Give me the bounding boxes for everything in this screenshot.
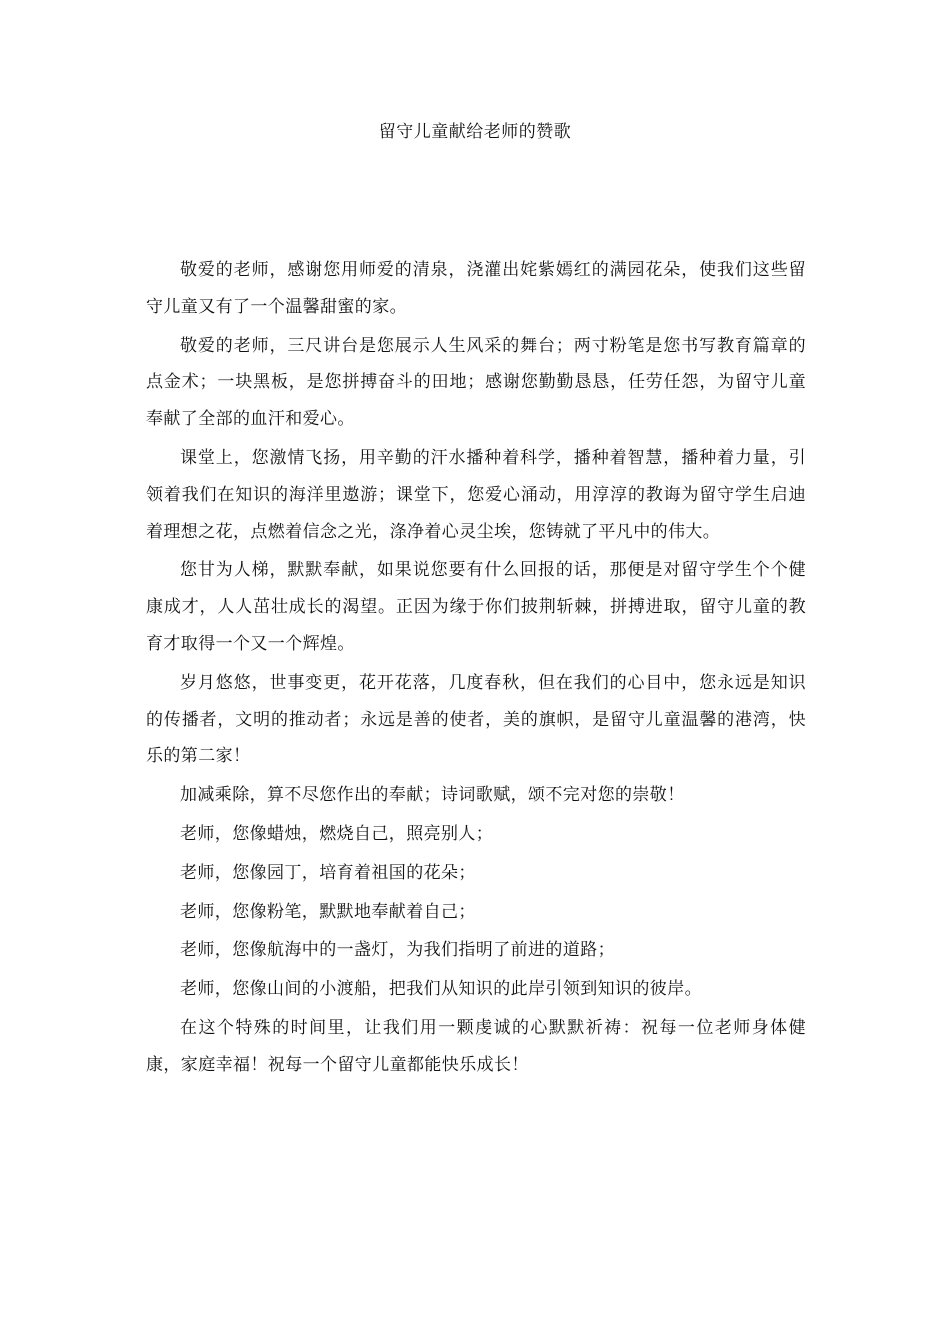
paragraph-5: 岁月悠悠，世事变更，花开花落，几度春秋，但在我们的心目中，您永远是知识的传播者，文明的推动者；永远是善的使者，美的旗帜，是留守儿童温馨的港湾，快乐的第二家！ [146,672,806,767]
paragraph-10: 老师，您像航海中的一盏灯，为我们指明了前进的道路； [180,940,615,961]
paragraph-11: 老师，您像山间的小渡船，把我们从知识的此岸引领到知识的彼岸。 [180,979,702,1000]
document-body [146,252,806,1086]
paragraph-6: 加减乘除，算不尽您作出的奉献；诗词歌赋，颂不完对您的崇敬！ [180,785,685,806]
paragraph-8: 老师，您像园丁，培育着祖国的花朵； [180,862,476,883]
paragraph-1: 敬爱的老师，感谢您用师爱的清泉，浇灌出姹紫嫣红的满园花朵，使我们这些留守儿童又有了一个温馨甜蜜的家。 [146,260,806,317]
paragraph-3: 课堂上，您激情飞扬，用辛勤的汗水播种着科学，播种着智慧，播种着力量，引领着我们在知识的海洋里遨游；课堂下，您爱心涌动，用淳淳的教诲为留守学生启迪着理想之花，点燃着信念之光，涤净着心灵尘埃，您铸就了平凡中的伟大。 [146,447,806,542]
paragraph-2: 敬爱的老师，三尺讲台是您展示人生风采的舞台；两寸粉笔是您书写教育篇章的点金术；一块黑板，是您拼搏奋斗的田地；感谢您勤勤恳恳，任劳任怨，为留守儿童奉献了全部的血汗和爱心。 [146,335,806,430]
paragraph-12: 在这个特殊的时间里，让我们用一颗虔诚的心默默祈祷：祝每一位老师身体健康，家庭幸福！祝每一个留守儿童都能快乐成长！ [146,1017,806,1075]
document-title: 留守儿童献给老师的赞歌 [378,122,572,142]
paragraph-9: 老师，您像粉笔，默默地奉献着自己； [180,901,476,922]
paragraph-7: 老师，您像蜡烛，燃烧自己，照亮别人； [180,823,494,844]
paragraph-4: 您甘为人梯，默默奉献，如果说您要有什么回报的话，那便是对留守学生个个健康成才，人人茁壮成长的渴望。正因为缘于你们披荆斩棘，拼搏进取，留守儿童的教育才取得一个又一个辉煌。 [146,560,806,654]
